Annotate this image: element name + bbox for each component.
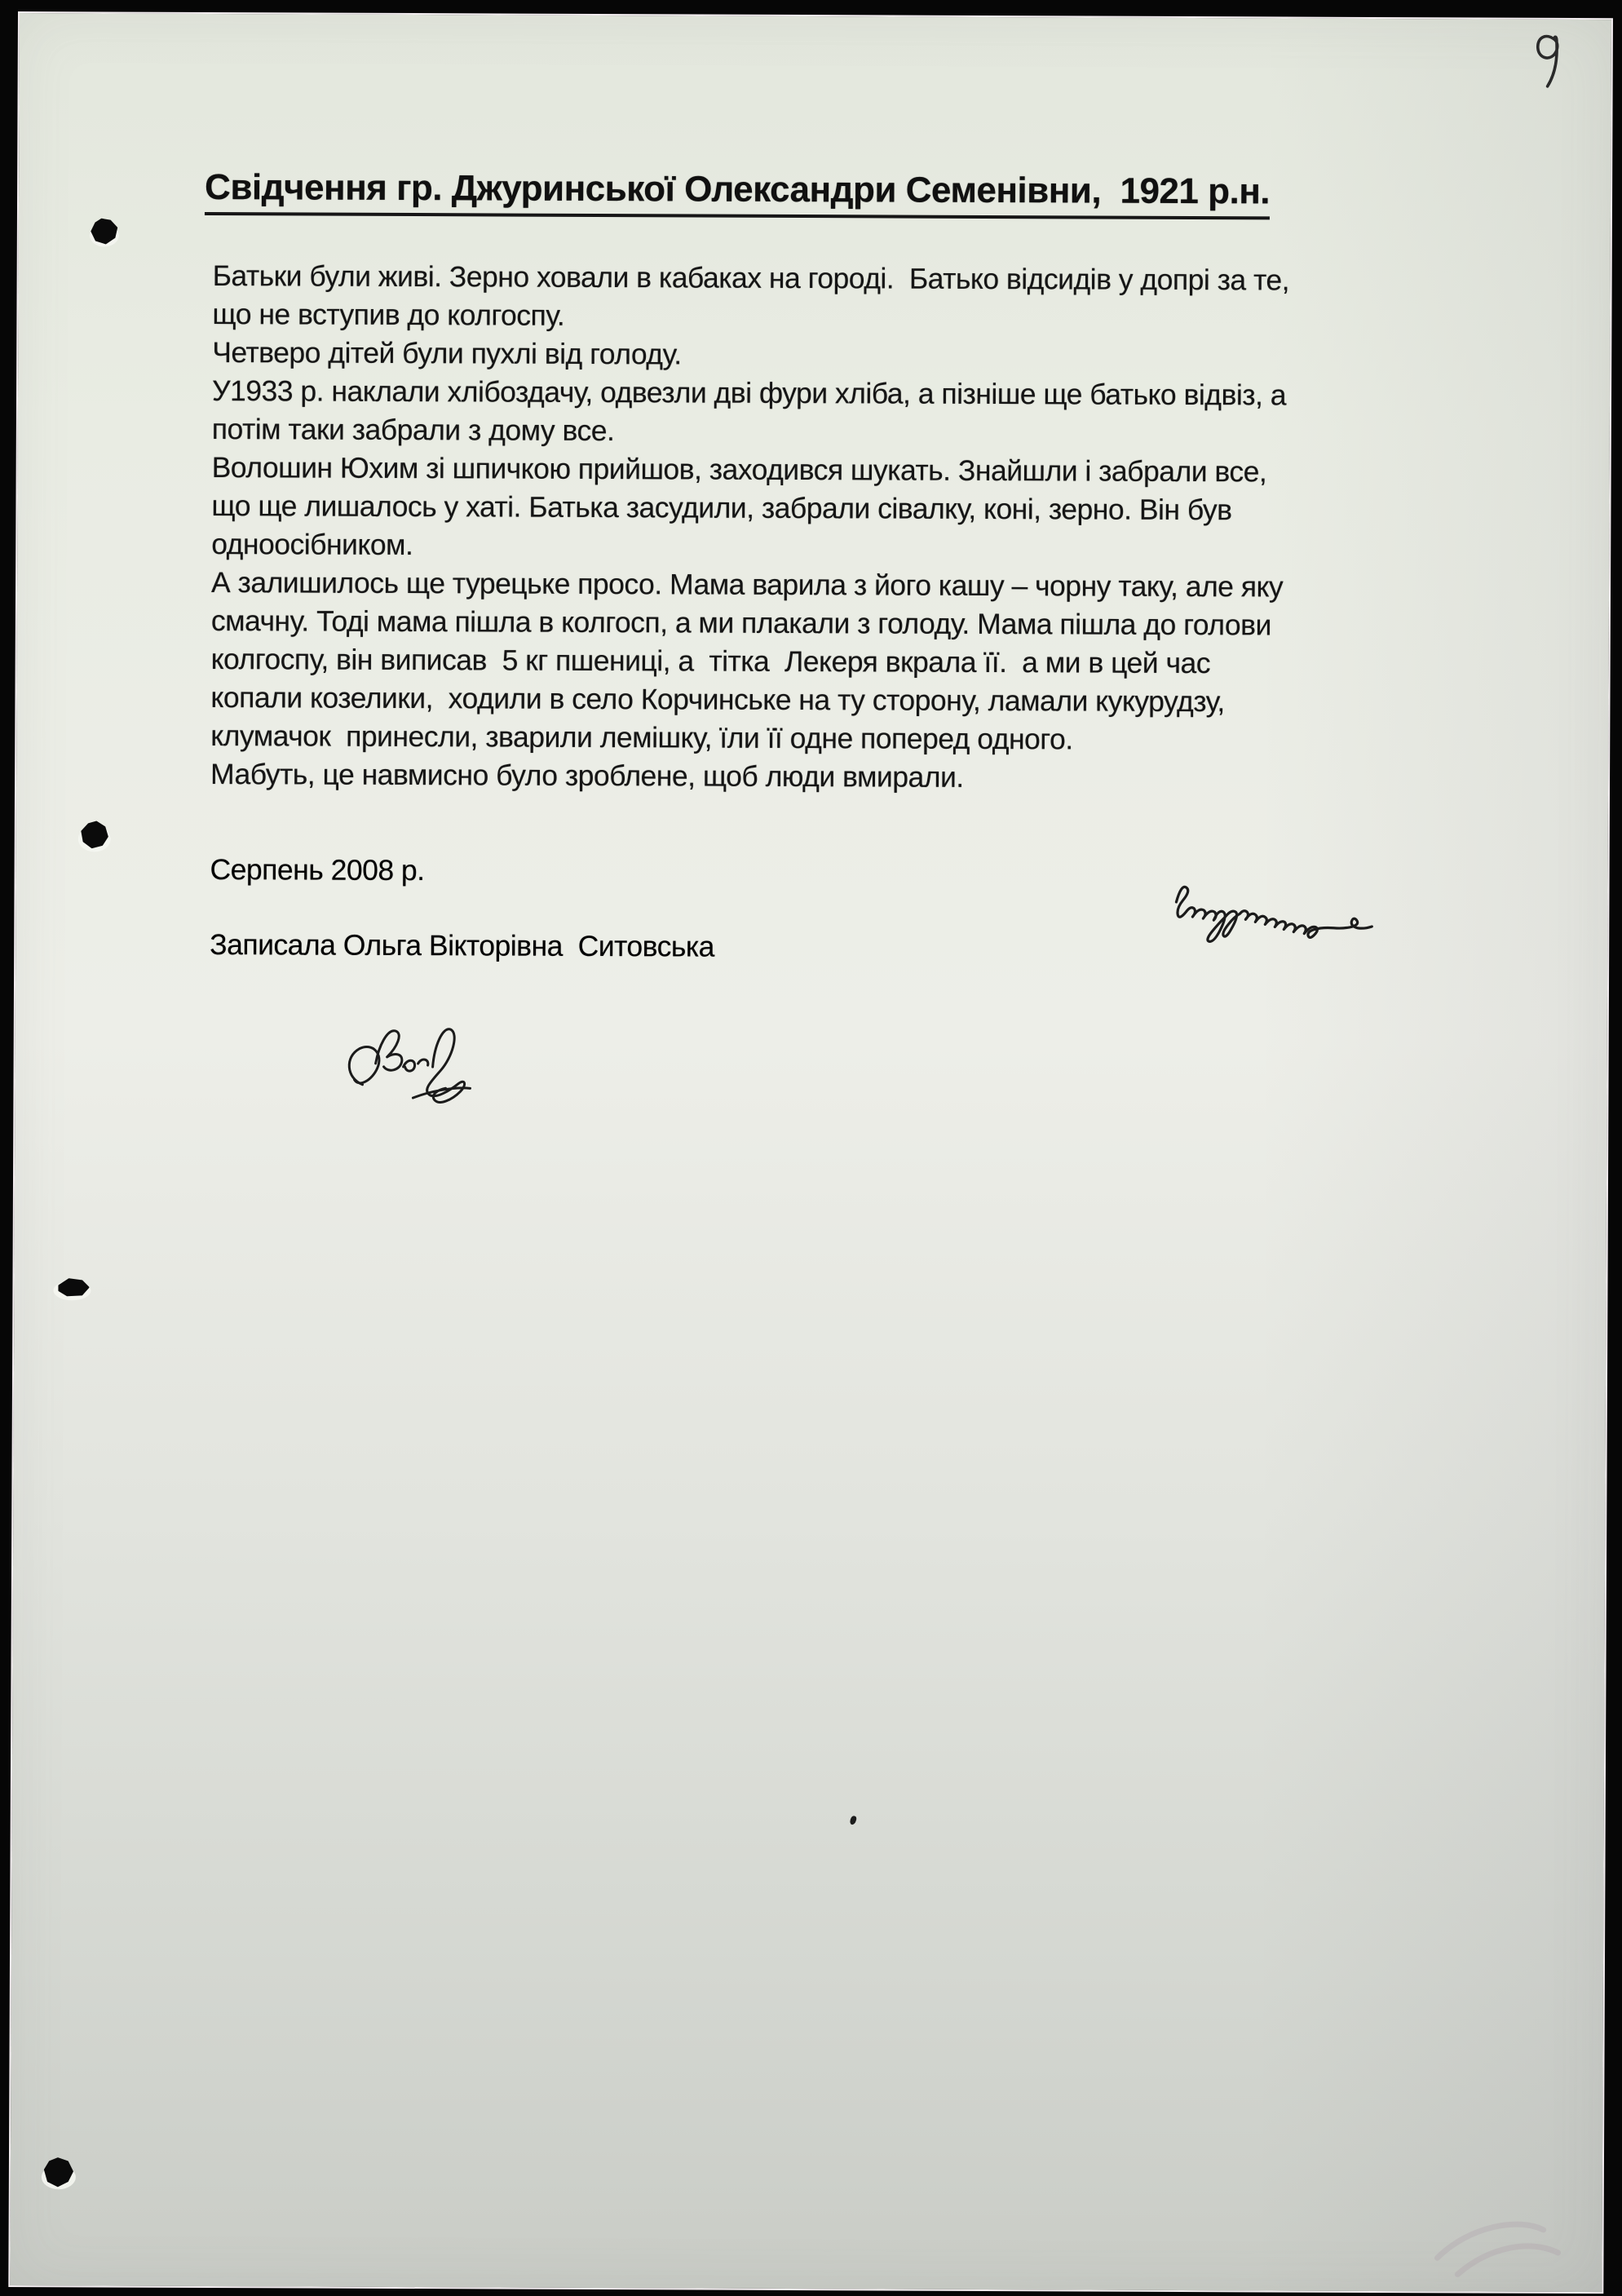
text-line: Батьки були живі. Зерно ховали в кабаках на городі. Батько відсидів у допрі за те, bbox=[212, 259, 1290, 297]
hole-punch bbox=[38, 2153, 81, 2191]
text-line: Четверо дітей були пухлі від голоду. bbox=[212, 336, 682, 371]
faint-smudge bbox=[1421, 2188, 1601, 2295]
hole-punch bbox=[86, 214, 122, 250]
text-line: потім таки забрали з дому все. bbox=[211, 413, 615, 448]
recorder-line: Записала Ольга Вікторівна Ситовська bbox=[210, 927, 715, 963]
text-line: А залишилось ще турецьке просо. Мама варила з його кашу – чорну таку, але яку bbox=[210, 565, 1284, 604]
text-line: Мабуть, це навмисно було зроблене, щоб люди вмирали. bbox=[210, 757, 964, 794]
text-line: У1933 р. наклали хлібоздачу, одвезли дві фури хліба, а пізніше ще батько відвіз, а bbox=[211, 374, 1287, 412]
ink-speck bbox=[849, 1816, 857, 1825]
text-line: що не вступив до колгоспу. bbox=[212, 298, 565, 332]
date-line: Серпень 2008 р. bbox=[210, 852, 425, 887]
hole-punch bbox=[75, 816, 114, 855]
text-line: Волошин Юхим зі шпичкою прийшов, заходився шукать. Знайшли і забрали все, bbox=[211, 451, 1267, 489]
text-line: клумачок принесли, зварили лемішку, їли її одне поперед одного. bbox=[210, 719, 1073, 756]
text-line: копали козелики, ходили в село Корчинське на ту сторону, ламали кукурудзу, bbox=[210, 680, 1225, 719]
text-line: колгоспу, він виписав 5 кг пшениці, а тітка Лекеря вкрала її. а ми в цей час bbox=[210, 642, 1211, 680]
hole-punch bbox=[51, 1272, 93, 1302]
recorder-signature bbox=[338, 1006, 492, 1123]
text-line: одноосібником. bbox=[211, 527, 413, 562]
text-line: смачну. Тоді мама пішла в колгосп, а ми плакали з голоду. Мама пішла до голови bbox=[210, 604, 1271, 642]
text-line: що ще лишалось у хаті. Батька засудили, забрали сівалку, коні, зерно. Він був bbox=[211, 489, 1232, 527]
document-title: Свідчення гр. Джуринської Олександри Семенівни, 1921 р.н. bbox=[205, 167, 1270, 219]
testimony-text bbox=[210, 257, 1289, 799]
document-page bbox=[8, 11, 1613, 2294]
handwritten-page-number bbox=[1531, 31, 1566, 95]
witness-signature bbox=[1151, 865, 1435, 955]
